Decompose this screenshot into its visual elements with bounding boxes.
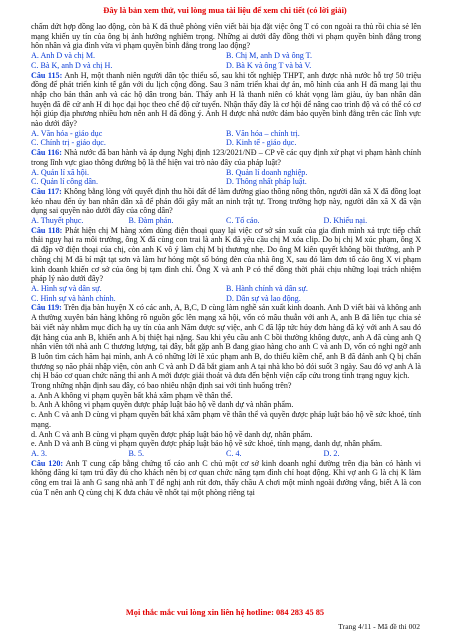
q116-text: Nhà nước đã ban hành và áp dụng Nghị định 123/2021/NĐ – CP về các quy định xử phạt vi phạm hành chính trong lĩnh vực giao thông đường bộ là thể hiện vai trò nào đây của pháp luật? [31, 148, 421, 167]
q116-options-row2 [31, 177, 421, 187]
page-number: Trang 4/11 - Mã đề thi 002 [338, 622, 420, 631]
q118-option-a: A. Hình sự và dân sự. [31, 283, 102, 293]
q114-options-row1 [31, 51, 421, 61]
q119-option-a: A. 3. [31, 448, 47, 458]
q118-option-b: B. Hành chính và dân sự. [226, 283, 308, 293]
q117-label: Câu 117: [31, 186, 62, 196]
q118-options-row2 [31, 294, 421, 304]
question-116 [31, 148, 421, 167]
q116-label: Câu 116: [31, 148, 62, 158]
q114-option-c: C. Bà K, anh D và chị H. [31, 60, 113, 70]
q119-option-c: C. 4. [226, 448, 242, 458]
q115-option-c: C. Chính trị - giáo dục. [31, 138, 106, 148]
q118-option-d: D. Dân sự và lao động. [226, 293, 301, 303]
q119-statement-e: e. Anh D và anh B cùng vi phạm quyền được pháp luật bảo hộ về sức khoẻ, tính mạng, danh dự, nhân phẩm. [31, 439, 383, 449]
q114-option-b: B. Chị M, anh D và ông T. [226, 51, 313, 61]
question-120 [31, 459, 421, 498]
question-119 [31, 303, 421, 381]
q118-label: Câu 118: [31, 225, 63, 235]
q118-options-row1 [31, 284, 421, 294]
question-117 [31, 187, 421, 216]
q115-option-d: D. Kinh tế - giáo dục. [226, 138, 297, 148]
q119-prompt: Trong những nhận định sau đây, có bao nhiêu nhận định sai với tình huống trên? [31, 381, 292, 391]
q119-text: Trên địa bàn huyện X có các anh, A, B,C, D cùng làm nghề sản xuất kinh doanh. Anh D viết bài và không anh A thường xuyên bán hàng không rõ nguồn gốc lên mạng xã hội, vốn có mâu thuẫn với anh A, anh B đã liên tục chia sẻ bài viết này nhằm mục đích hạ uy tín của anh Năm được sự việc, anh C đã lập tức hủy đơn hàng đã ký với anh A sau đó đặt hàng của anh B, khiến anh A bị thiệt hại nặng. Sau khi yêu cầu anh C bồi thường không được, anh A đã cùng anh Q nhân viên tới nhà anh C thương lượng, tại đây, bắt gặp anh B đang giao hàng cho anh C và anh D, vốn có nghi ngờ anh B luôn tìm cách hãm hại mình, anh A có những lời lẽ xúc phạm anh B, do thiếu kiềm chế, anh B đã đánh anh Q bị chấn thương sọ não phải nhập viện, còn anh C và anh D đã bắt giam anh A tại nhà kho bỏ đói suốt 3 ngày. Sau đó vợ anh A là chị H báo cơ quan chức năng thì anh A mới được giải thoát và đưa đến bệnh viện cấp cứu trong tình trạng nguy kịch. [31, 303, 421, 381]
q114-text: chấm dứt hợp đồng lao động, còn bà K đã thuê phòng viên viết bài bịa đặt việc ông T có con ngoài ra thủ rồi chia sẻ lên mạng khiến uy tín của ông bị ảnh hưởng nghiêm trọng. Những ai dưới đây đồng thời vi phạm quyền bình đẳng trong hôn nhân và gia đình vừa vi phạm quyền bình đẳng trong lao động? [31, 22, 421, 51]
q120-label: Câu 120: [31, 458, 64, 468]
q116-options-row1 [31, 168, 421, 178]
question-115 [31, 71, 421, 129]
q118-option-c: C. Hình sự và hành chính. [31, 293, 116, 303]
document-body [31, 22, 421, 497]
q115-options-row2 [31, 138, 421, 148]
q119-option-b: B. 5. [128, 448, 145, 458]
q119-statement-c: c. Anh C và anh D cùng vi phạm quyền bất khả xâm phạm về thân thể và quyền được pháp luật bảo hộ về sức khoẻ, tính mạng. [31, 410, 421, 429]
q116-option-d: D. Thông nhất pháp luật. [226, 177, 307, 187]
q115-text: Anh H, một thanh niên người dân tộc thiểu số, sau khi tốt nghiệp THPT, anh được nhà nước hỗ trợ 50 triệu đồng để phát triển kinh tế gắn với du lịch cộng đồng. Sau 3 năm triển khai dự án, mô hình của anh H đã mang lại thu nhập cho bản thân anh và các hộ dân trong bản. Thấy anh H là thanh niên có khát vọng làm giàu, ủy ban nhân dân huyện đã đề cử anh H đi học đại học theo chế độ cử tuyển. Nhận thấy đây là cơ hội để nâng cao trình độ và có thể có cơ hội giúp địa phương nhiều hơn nên anh H đã đồng ý. Anh H được nhà nước đảm bảo quyền bình đẳng trên các lĩnh vực nào dưới đây? [31, 70, 421, 129]
q115-option-b: B. Văn hóa – chính trị. [226, 128, 300, 138]
q117-text: Không bằng lòng với quyết định thu hồi đất để làm đường giao thông nông thôn, người dân xã X đã đồng loạt kéo nhau đến ủy ban nhân dân xã để phản đối gây mất an ninh trật tự. Trong trường hợp này, người dân xã X đã vận dụng sai quyền nào dưới đây của công dân? [31, 186, 421, 216]
bottom-banner: Mọi thắc mắc vui lòng xin liên hệ hotline: 084 283 45 85 [125, 608, 325, 617]
q114-options-row2 [31, 61, 421, 71]
q114-option-a: A. Anh D và chị M. [31, 51, 96, 61]
q119-statement-d: d. Anh C và anh B cùng vi phạm quyền được pháp luật bảo hộ về danh dự, nhân phẩm. [31, 429, 313, 439]
q115-label: Câu 115: [31, 70, 63, 80]
q119-option-d: D. 2. [323, 448, 340, 458]
q115-option-a: A. Văn hóa - giáo dục [31, 128, 103, 138]
q119-statement-a: a. Anh A không vi phạm quyền bất khả xâm phạm về thân thể. [31, 390, 233, 400]
q116-option-b: B. Quản lí doanh nghiệp. [226, 167, 308, 177]
q114-option-d: D. Bà K và ông T và bà V. [226, 60, 312, 70]
q117-option-d: D. Khiếu nại. [323, 216, 368, 226]
q119-statement-b: b. Anh A không vi phạm quyền được pháp luật bảo hộ về danh dự và nhân phẩm. [31, 400, 294, 410]
q119-label: Câu 119: [31, 303, 62, 313]
q115-options-row1 [31, 129, 421, 139]
q116-option-a: A. Quản lí xã hội. [31, 167, 89, 177]
question-118 [31, 226, 421, 284]
top-banner: Đây là bản xem thử, vui lòng mua tài liệu để xem chi tiết (có lời giải) [103, 6, 347, 15]
q117-option-a: A. Thuyết phục. [31, 216, 84, 226]
q117-option-c: C. Tố cáo. [226, 216, 260, 226]
q116-option-c: C. Quản lí công dân. [31, 177, 98, 187]
q117-option-b: B. Đàm phán. [128, 216, 174, 226]
q118-text: Phát hiện chị M hàng xóm dùng điện thoại quay lại việc cơ sở sản xuất của gia đình mình xả trực tiếp chất thải nguy hại ra môi trường, ông X đã cùng con trai là anh K đã yêu cầu chị M xóa clip. Do bị chị M xúc phạm, ông X đã đập vỡ điện thoại của chị, còn anh K vô ý làm chị M bị thương nhẹ. Do ông M kiên quyết không bồi thường, anh P chồng chị M đã bí mật tạt sơn và làm hư hỏng một số bóng đèn của nhà ông X, sau đó làm đơn tố cáo ông X vi phạm kinh doanh khiến cơ sở của ông bị tạm đình chỉ. Ông X và anh P có thể đồng thời phải chịu những loại trách nhiệm pháp lý nào dưới đây? [31, 225, 421, 284]
q117-options [31, 216, 421, 226]
q120-text: Anh T cung cấp bằng chứng tố cáo anh C chủ một cơ sở kinh doanh nghỉ đường trên địa bàn có hành vi không đăng kí tạm trú đầy đủ cho khách nên bị cơ quan chức năng tạm đình chỉ hoạt động. Khi vợ anh G là chị K làm công em trai là anh G sang nhà anh T để nghị anh rút đơn, thấy chầu A chơi một mình ngoài đường vắng, biết A là con của T nên anh Q cùng chị K đưa cháu về nhốt tại một phòng riêng tại [31, 458, 422, 497]
q119-options [31, 449, 421, 459]
